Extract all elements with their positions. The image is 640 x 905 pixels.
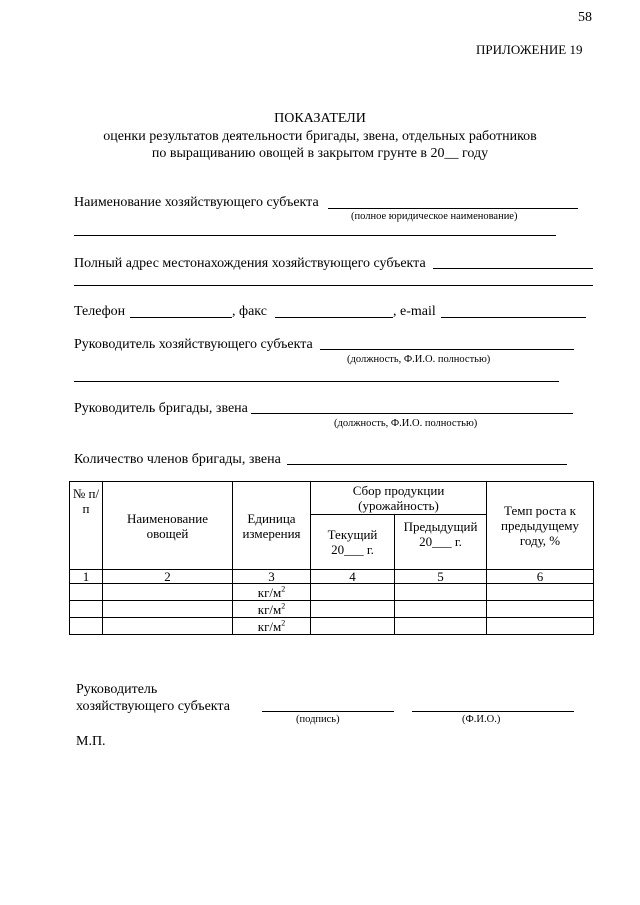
cell-name[interactable] — [103, 601, 233, 618]
document-title: ПОКАЗАТЕЛИ — [274, 111, 366, 126]
cell-name[interactable] — [103, 618, 233, 635]
header-current-label: Текущий — [327, 527, 378, 542]
brigade-head-label: Руководитель бригады, звена — [74, 401, 248, 416]
cell-unit-text: кг/м — [257, 584, 282, 600]
signature-hint: (подпись) — [296, 714, 340, 725]
cell-previous[interactable] — [395, 618, 487, 635]
members-count-label: Количество членов бригады, звена — [74, 452, 281, 467]
signature-line[interactable] — [262, 711, 394, 712]
header-growth-text: Темп роста к предыдущему году, % — [500, 503, 580, 548]
signature-title-1: Руководитель — [76, 682, 158, 697]
header-name-text: Наименование овощей — [127, 510, 208, 541]
cell-unit — [233, 584, 311, 601]
header-unit-text: Единица измерения — [242, 510, 301, 541]
document-subtitle: оценки результатов деятельности бригады, звена, отдельных работников — [103, 129, 537, 144]
cell-previous[interactable] — [395, 601, 487, 618]
address-line-2[interactable] — [74, 285, 593, 286]
header-growth — [487, 482, 594, 570]
header-previous — [395, 515, 487, 570]
fio-hint: (Ф.И.О.) — [462, 714, 501, 725]
colnum-1: 1 — [70, 570, 103, 584]
cell-growth[interactable] — [487, 618, 594, 635]
cell-growth[interactable] — [487, 584, 594, 601]
phone-label: Телефон — [74, 304, 126, 319]
stamp-label: М.П. — [76, 734, 106, 749]
phone-line[interactable] — [130, 317, 232, 318]
table-row — [70, 618, 594, 635]
cell-num[interactable] — [70, 618, 103, 635]
appendix-label: ПРИЛОЖЕНИЕ 19 — [476, 42, 583, 57]
header-yield-group — [311, 482, 487, 515]
cell-previous[interactable] — [395, 584, 487, 601]
cell-unit — [233, 601, 311, 618]
header-previous-year: 20___ г. — [419, 534, 462, 549]
cell-current[interactable] — [311, 601, 395, 618]
brigade-head-line[interactable] — [251, 413, 573, 414]
members-count-line[interactable] — [287, 464, 567, 465]
head-hint: (должность, Ф.И.О. полностью) — [347, 354, 491, 365]
header-unit — [233, 482, 311, 570]
cell-unit-sup: 2 — [281, 618, 286, 628]
table-row — [70, 584, 594, 601]
yield-table — [69, 481, 594, 635]
brigade-head-hint: (должность, Ф.И.О. полностью) — [334, 418, 478, 429]
colnum-4: 4 — [311, 570, 395, 584]
colnum-2: 2 — [103, 570, 233, 584]
email-line[interactable] — [441, 317, 586, 318]
document-subtitle-year: по выращиванию овощей в закрытом грунте в 20__ году — [151, 146, 489, 161]
address-line[interactable] — [433, 268, 593, 269]
cell-name[interactable] — [103, 584, 233, 601]
fax-line[interactable] — [275, 317, 393, 318]
cell-growth[interactable] — [487, 601, 594, 618]
fio-line[interactable] — [412, 711, 574, 712]
header-current-year: 20___ г. — [331, 542, 374, 557]
header-yield-text: Сбор продукции (урожайность) — [352, 483, 445, 513]
entity-name-hint: (полное юридическое наименование) — [351, 211, 518, 222]
cell-current[interactable] — [311, 618, 395, 635]
entity-name-line[interactable] — [328, 208, 578, 209]
entity-name-line-2[interactable] — [74, 235, 556, 236]
header-previous-label: Предыдущий — [403, 519, 478, 534]
page-number: 58 — [578, 10, 592, 25]
cell-unit-text: кг/м — [257, 618, 282, 634]
cell-num[interactable] — [70, 601, 103, 618]
signature-title-2: хозяйствующего субъекта — [76, 699, 230, 714]
head-line-2[interactable] — [74, 381, 559, 382]
cell-unit-text: кг/м — [257, 601, 282, 617]
cell-unit-sup: 2 — [281, 584, 286, 594]
header-current — [311, 515, 395, 570]
table-row — [70, 601, 594, 618]
cell-current[interactable] — [311, 584, 395, 601]
colnum-5: 5 — [395, 570, 487, 584]
cell-unit-sup: 2 — [281, 601, 286, 611]
cell-unit — [233, 618, 311, 635]
colnum-3: 3 — [233, 570, 311, 584]
entity-name-label: Наименование хозяйствующего субъекта — [74, 195, 319, 210]
head-label: Руководитель хозяйствующего субъекта — [74, 337, 313, 352]
fax-label: , факс — [232, 304, 267, 319]
cell-num[interactable] — [70, 584, 103, 601]
email-label: , e-mail — [393, 304, 436, 319]
header-num: № п/п — [70, 482, 103, 570]
address-label: Полный адрес местонахождения хозяйствующего субъекта — [74, 256, 426, 271]
colnum-6: 6 — [487, 570, 594, 584]
header-name — [103, 482, 233, 570]
head-line[interactable] — [320, 349, 574, 350]
